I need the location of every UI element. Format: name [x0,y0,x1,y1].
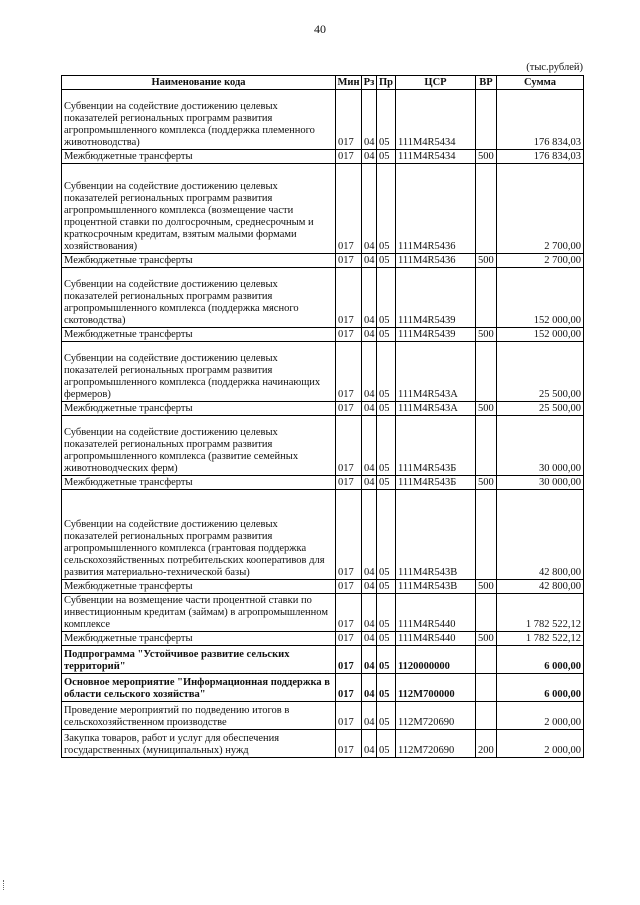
cell-vr: 500 [476,632,497,646]
cell-vr [476,594,497,632]
cell-pr: 05 [377,476,396,490]
header-min: Мин [337,77,360,88]
cell-pr: 05 [377,702,396,730]
cell-min: 017 [336,594,362,632]
cell-vr: 500 [476,476,497,490]
cell-rz: 04 [362,632,377,646]
cell-name: Субвенции на содействие достижению целевых показателей региональных программ развития агропромышленного комплекса (поддержка мясного скотоводства) [62,268,336,328]
cell-name: Проведение мероприятий по подведению итогов в сельскохозяйственном производстве [62,702,336,730]
cell-vr [476,416,497,476]
cell-csr: 111M4R5439 [396,268,476,328]
units-label: (тыс.рублей) [526,62,583,73]
cell-rz: 04 [362,150,377,164]
header-vr: ВР [476,76,497,90]
cell-name: Субвенции на возмещение части процентной ставки по инвестиционным кредитам (займам) в агропромышленном комплексе [62,594,336,632]
cell-min: 017 [336,674,362,702]
cell-pr: 05 [377,674,396,702]
cell-name: Закупка товаров, работ и услуг для обеспечения государственных (муниципальных) нужд [62,730,336,758]
cell-csr: 111M4R5434 [396,90,476,150]
table-row [62,402,584,416]
cell-sum: 6 000,00 [497,674,584,702]
cell-sum: 25 500,00 [497,342,584,402]
cell-pr: 05 [377,150,396,164]
table-row [62,702,584,730]
cell-min: 017 [336,342,362,402]
cell-vr [476,674,497,702]
table-row [62,164,584,254]
cell-rz: 04 [362,342,377,402]
cell-pr: 05 [377,90,396,150]
cell-sum: 176 834,03 [497,90,584,150]
cell-name: Межбюджетные трансферты [62,150,336,164]
cell-rz: 04 [362,580,377,594]
cell-vr [476,268,497,328]
cell-csr: 111M4R5440 [396,632,476,646]
cell-vr [476,646,497,674]
cell-rz: 04 [362,646,377,674]
cell-vr: 500 [476,402,497,416]
table-row [62,490,584,580]
cell-min: 017 [336,580,362,594]
cell-rz: 04 [362,702,377,730]
cell-sum: 30 000,00 [497,416,584,476]
cell-sum: 30 000,00 [497,476,584,490]
cell-min: 017 [336,402,362,416]
header-name: Наименование кода [62,76,336,90]
cell-sum: 2 700,00 [497,164,584,254]
table-row [62,342,584,402]
cell-pr: 05 [377,268,396,328]
cell-pr: 05 [377,342,396,402]
table-row [62,254,584,268]
header-csr: ЦСР [396,76,476,90]
cell-vr: 500 [476,254,497,268]
cell-min: 017 [336,730,362,758]
cell-sum: 42 800,00 [497,490,584,580]
cell-sum: 176 834,03 [497,150,584,164]
table-row [62,646,584,674]
cell-pr: 05 [377,646,396,674]
cell-min: 017 [336,328,362,342]
cell-rz: 04 [362,476,377,490]
cell-name: Подпрограмма "Устойчивое развитие сельских территорий" [62,646,336,674]
table-row [62,730,584,758]
table-row [62,328,584,342]
cell-csr: 111M4R543B [396,490,476,580]
table-row [62,476,584,490]
cell-rz: 04 [362,268,377,328]
cell-rz: 04 [362,164,377,254]
cell-min: 017 [336,476,362,490]
cell-pr: 05 [377,164,396,254]
cell-pr: 05 [377,632,396,646]
cell-sum: 2 000,00 [497,730,584,758]
cell-vr [476,702,497,730]
cell-rz: 04 [362,90,377,150]
cell-csr: 112M720690 [396,702,476,730]
cell-name: Межбюджетные трансферты [62,402,336,416]
cell-vr [476,490,497,580]
cell-csr: 111M4R5436 [396,254,476,268]
cell-csr: 111M4R543Б [396,476,476,490]
cell-csr: 1120000000 [396,646,476,674]
scan-mark [3,880,6,890]
cell-csr: 111M4R543A [396,342,476,402]
cell-vr [476,90,497,150]
cell-rz: 04 [362,402,377,416]
cell-vr [476,164,497,254]
cell-csr: 111M4R5436 [396,164,476,254]
cell-sum: 1 782 522,12 [497,632,584,646]
cell-min: 017 [336,632,362,646]
cell-csr: 112M720690 [396,730,476,758]
cell-name: Субвенции на содействие достижению целевых показателей региональных программ развития агропромышленного комплекса (развитие семейных животноводческих ферм) [62,416,336,476]
cell-name: Межбюджетные трансферты [62,580,336,594]
cell-min: 017 [336,90,362,150]
cell-name: Субвенции на содействие достижению целевых показателей региональных программ развития агропромышленного комплекса (грантовая поддержка сельскохозяйственных потребительских кооперативов для развития материально-технической базы) [62,490,336,580]
cell-csr: 111M4R543B [396,580,476,594]
cell-name: Межбюджетные трансферты [62,476,336,490]
cell-name: Основное мероприятие "Информационная поддержка в области сельского хозяйства" [62,674,336,702]
cell-min: 017 [336,490,362,580]
cell-min: 017 [336,416,362,476]
cell-vr: 500 [476,328,497,342]
table-row [62,580,584,594]
table-row [62,594,584,632]
cell-name: Межбюджетные трансферты [62,254,336,268]
cell-pr: 05 [377,490,396,580]
cell-rz: 04 [362,674,377,702]
cell-sum: 152 000,00 [497,328,584,342]
cell-min: 017 [336,164,362,254]
header-sum: Сумма [497,76,584,90]
cell-pr: 05 [377,402,396,416]
cell-sum: 2 700,00 [497,254,584,268]
cell-sum: 1 782 522,12 [497,594,584,632]
cell-rz: 04 [362,490,377,580]
cell-rz: 04 [362,730,377,758]
page-number: 40 [314,22,326,36]
cell-min: 017 [336,254,362,268]
cell-pr: 05 [377,328,396,342]
table-row [62,90,584,150]
cell-vr: 500 [476,150,497,164]
cell-vr: 500 [476,580,497,594]
cell-csr: 111M4R5439 [396,328,476,342]
cell-name: Межбюджетные трансферты [62,328,336,342]
cell-csr: 111M4R5434 [396,150,476,164]
cell-pr: 05 [377,730,396,758]
cell-rz: 04 [362,254,377,268]
table-row [62,416,584,476]
table-header-row [62,76,584,90]
cell-vr: 200 [476,730,497,758]
cell-min: 017 [336,268,362,328]
cell-pr: 05 [377,580,396,594]
cell-pr: 05 [377,594,396,632]
cell-csr: 111M4R543A [396,402,476,416]
cell-csr: 112M700000 [396,674,476,702]
cell-min: 017 [336,702,362,730]
cell-name: Субвенции на содействие достижению целевых показателей региональных программ развития агропромышленного комплекса (возмещение части процентной ставки по долгосрочным, среднесрочным и краткосрочным кредитам, взятым малыми формами хозяйствования) [62,164,336,254]
cell-pr: 05 [377,416,396,476]
table-row [62,268,584,328]
table-row [62,674,584,702]
header-pr: Пр [377,76,396,90]
cell-csr: 111M4R5440 [396,594,476,632]
cell-rz: 04 [362,328,377,342]
table-row [62,632,584,646]
cell-sum: 6 000,00 [497,646,584,674]
cell-sum: 152 000,00 [497,268,584,328]
cell-rz: 04 [362,594,377,632]
cell-pr: 05 [377,254,396,268]
cell-csr: 111M4R543Б [396,416,476,476]
header-rz: Рз [362,76,377,90]
cell-sum: 2 000,00 [497,702,584,730]
table-row [62,150,584,164]
cell-rz: 04 [362,416,377,476]
table-body [62,90,584,758]
cell-name: Межбюджетные трансферты [62,632,336,646]
cell-vr [476,342,497,402]
cell-name: Субвенции на содействие достижению целевых показателей региональных программ развития агропромышленного комплекса (поддержка начинающих фермеров) [62,342,336,402]
cell-sum: 42 800,00 [497,580,584,594]
cell-name: Субвенции на содействие достижению целевых показателей региональных программ развития агропромышленного комплекса (поддержка племенного животноводства) [62,90,336,150]
cell-min: 017 [336,150,362,164]
cell-sum: 25 500,00 [497,402,584,416]
budget-table [61,75,584,758]
cell-min: 017 [336,646,362,674]
